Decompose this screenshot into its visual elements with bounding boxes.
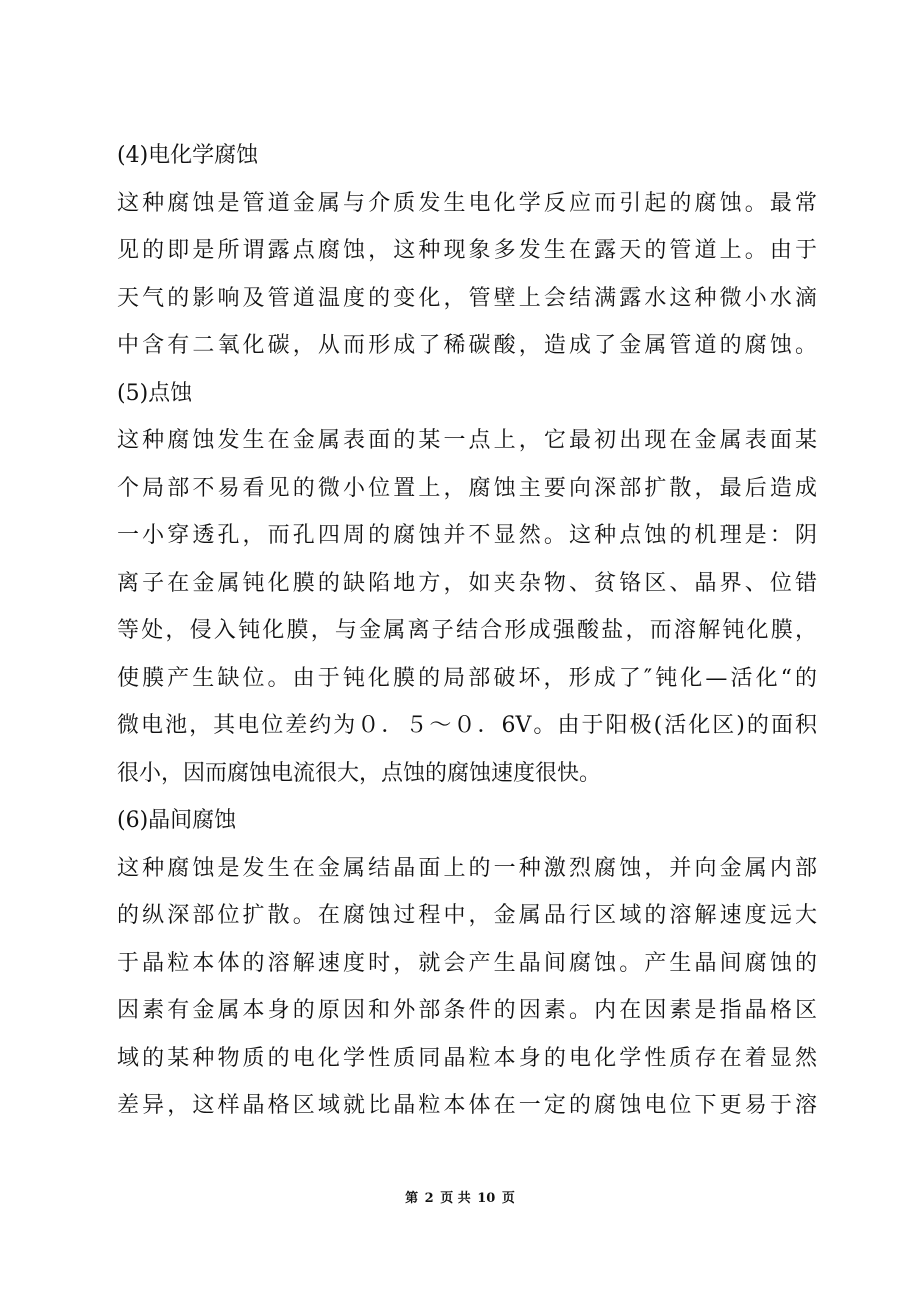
text-line: 这种腐蚀是管道金属与介质发生电化学反应而引起的腐蚀。最常	[117, 191, 817, 216]
heading-pitting-corrosion: (5)点蚀	[117, 381, 193, 406]
heading-electrochemical-corrosion: (4)电化学腐蚀	[117, 143, 259, 168]
text-line: 域的某种物质的电化学性质同晶粒本身的电化学性质存在着显然	[117, 1046, 817, 1071]
page-footer	[0, 1190, 920, 1208]
footer-prefix: 第	[405, 1191, 419, 1206]
footer-current-page: 2	[424, 1191, 434, 1206]
text-line: 见的即是所谓露点腐蚀，这种现象多发生在露天的管道上。由于	[117, 238, 817, 263]
text-line: 差异，这样晶格区域就比晶粒本体在一定的腐蚀电位下更易于溶	[117, 1093, 817, 1118]
text-line: 离子在金属钝化膜的缺陷地方，如夹杂物、贫铬区、晶界、位错	[117, 571, 817, 596]
heading-intergranular-corrosion: (6)晶间腐蚀	[117, 808, 237, 833]
text-line: 等处，侵入钝化膜，与金属离子结合形成强酸盐，而溶解钝化膜，	[117, 618, 817, 643]
footer-total-pages: 10	[477, 1191, 496, 1206]
text-line: 因素有金属本身的原因和外部条件的因素。内在因素是指晶格区	[117, 998, 817, 1023]
text-line: 微电池，其电位差约为０．５～０．6V。由于阳极(活化区)的面积	[117, 713, 817, 738]
text-line: 天气的影响及管道温度的变化，管壁上会结满露水这种微小水滴	[117, 286, 817, 311]
text-line: 一小穿透孔，而孔四周的腐蚀并不显然。这种点蚀的机理是：阴	[117, 523, 817, 548]
text-line: 个局部不易看见的微小位置上，腐蚀主要向深部扩散，最后造成	[117, 476, 817, 501]
text-line: 这种腐蚀是发生在金属结晶面上的一种激烈腐蚀，并向金属内部	[117, 856, 817, 881]
text-line: 于晶粒本体的溶解速度时，就会产生晶间腐蚀。产生晶间腐蚀的	[117, 951, 817, 976]
footer-middle: 页 共	[440, 1191, 471, 1206]
footer-suffix: 页	[501, 1191, 515, 1206]
text-line: 的纵深部位扩散。在腐蚀过程中，金属品行区域的溶解速度远大	[117, 903, 817, 928]
text-line: 很小，因而腐蚀电流很大，点蚀的腐蚀速度很快。	[117, 761, 602, 786]
text-line: 使膜产生缺位。由于钝化膜的局部破坏，形成了″钝化—活化“的	[117, 666, 817, 691]
text-line: 中含有二氧化碳，从而形成了稀碳酸，造成了金属管道的腐蚀。	[117, 333, 817, 358]
text-line: 这种腐蚀发生在金属表面的某一点上，它最初出现在金属表面某	[117, 428, 817, 453]
